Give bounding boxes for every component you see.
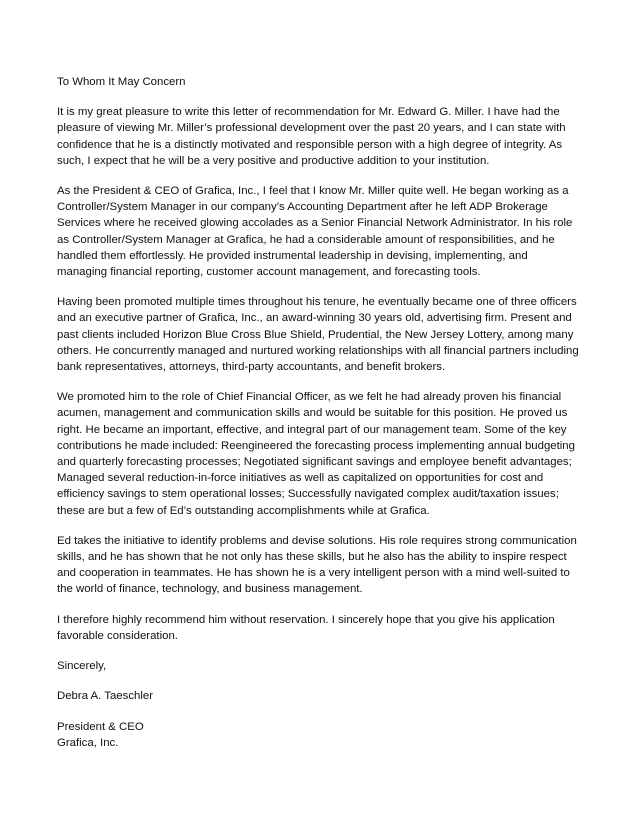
paragraph-background: As the President & CEO of Grafica, Inc., I feel that I know Mr. Miller quite well. He began working as a Controller/System Manager in our company’s Accounting Department after he left ADP Brokerage Services where he received glowing accolades as a Senior Financial Network Administrator. In his role as Controller/System Manager at Grafica, he had a considerable amount of responsibilities, and he handled them effortlessly. He provided instrumental leadership in devising, implementing, and managing financial reporting, customer account management, and forecasting tools. — [57, 185, 573, 279]
paragraph-recommendation: I therefore highly recommend him without reservation. I sincerely hope that you give his application favorable consideration. — [57, 613, 555, 642]
paragraph-cfo-role: We promoted him to the role of Chief Financial Officer, as we felt he had already proven his financial acumen, management and communication skills and would be suitable for this position. He proved us right. He became an important, effective, and integral part of our management team. Some of the key contributions he made included: Reengineered the forecasting process implementing annual budgeting and quarterly forecasting processes; Negotiated significant savings and employee benefit advantages; Managed several reduction-in-force initiatives as well as capitalized on opportunities for cost and efficiency savings to stem operational losses; Successfully navigated complex audit/taxation issues; these are but a few of Ed’s outstanding accomplishments while at Grafica. — [57, 391, 575, 517]
salutation: To Whom It May Concern — [57, 76, 186, 88]
paragraph-promotion: Having been promoted multiple times throughout his tenure, he eventually became one of three officers and an executive partner of Grafica, Inc., an award-winning 30 years old, advertising firm. Present and past clients included Horizon Blue Cross Blue Shield, Prudential, the New Jersey Lottery, among many others. He concurrently managed and nurtured working relationships with all financial partners including bank representatives, attorneys, third-party accountants, and benefit brokers. — [57, 296, 579, 374]
signer-name: Debra A. Taeschler — [57, 690, 154, 703]
closing: Sincerely, — [57, 660, 107, 673]
signer-title-block — [57, 719, 579, 751]
recommendation-letter — [57, 74, 579, 751]
paragraph-intro: It is my great pleasure to write this letter of recommendation for Mr. Edward G. Miller. I have had the pleasure of viewing Mr. Miller’s professional development over the past 20 years, and I can state with confidence that he is a distinctly motivated and responsible person with a high degree of integrity. As such, I expect that he will be a very positive and productive addition to your institution. — [57, 106, 566, 167]
signer-company: Grafica, Inc. — [57, 736, 119, 749]
signer-title: President & CEO — [57, 720, 144, 733]
paragraph-qualities: Ed takes the initiative to identify problems and devise solutions. His role requires strong communication skills, and he has shown that he not only has these skills, but he also has the ability to inspire respect and cooperation in teammates. He has shown he is a very intelligent person with a mind well-suited to the world of finance, technology, and business management. — [57, 534, 577, 596]
